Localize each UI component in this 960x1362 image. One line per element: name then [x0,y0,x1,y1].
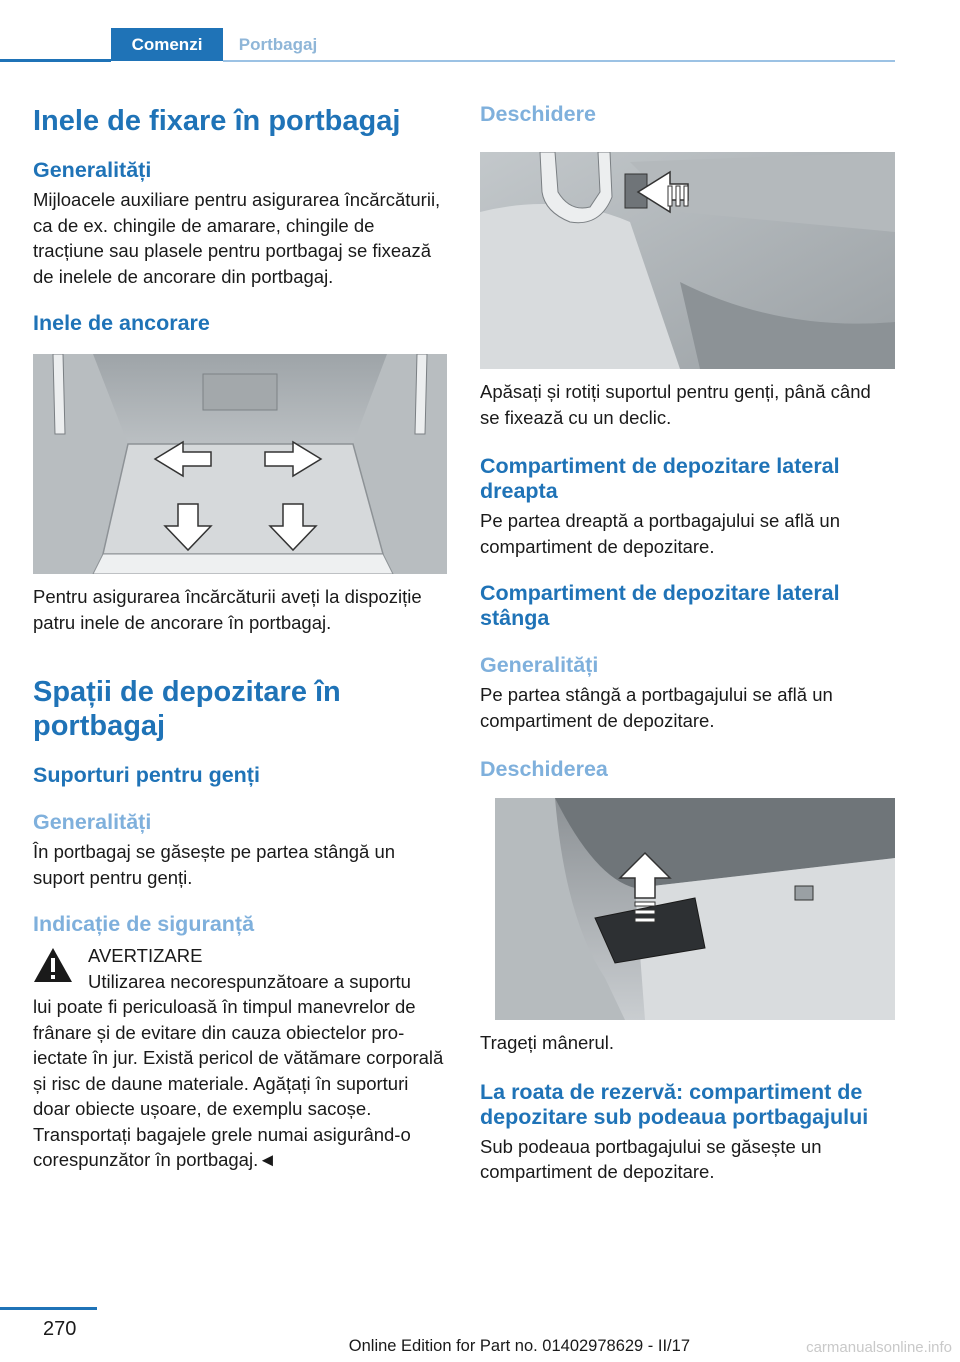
heading-right-compartment: Compartiment de depozitare lateral dreapta [480,454,840,503]
right-column [480,96,895,1185]
pull-handle-text: Trageți mânerul. [480,1032,615,1053]
opening-text: Apăsați și rotiți suportul pentru genți, până când se fixează cu un declic. [480,381,871,428]
heading-bag-holders: Suporturi pentru genți [33,763,260,787]
bag-holders-text: În portbagaj se găsește pe partea stângă un suport pentru genți. [33,841,396,888]
tab-portbagaj[interactable]: Portbagaj [238,35,318,54]
heading-general-3: Generalități [480,653,599,677]
spare-wheel-text: Sub podeaua portbagajului se găsește un compartiment de depozitare. [480,1135,822,1182]
page-number: 270 [43,1318,77,1340]
storage-title: Spații de depozitare în portbagaj [33,676,341,742]
warning-block [33,943,447,1173]
left-column [33,96,447,1173]
tab-comenzi[interactable]: Comenzi [111,28,223,61]
heading-opening-2: Deschiderea [480,757,608,781]
page-title: Inele de fixare în portbagaj [33,105,401,137]
general-text: Mijloacele auxiliare pentru asigurarea încărcăturii, ca de ex. chingile de amarare, chingile de tracțiune sau plasele pentru portbagaj se fixează de inelele de ancorare din portbagaj. [33,189,441,287]
side-compartment-figure [495,798,895,1020]
watermark: carmanualsonline.info [806,1339,952,1356]
warning-text: lui poate fi periculoasă în timpul manevrelor de frânare și de evitare din cauza obiectelor proiectate în jur. Există pericol de vătămare corporală și risc de daune materiale. Agățați în suporturi doar obiecte ușoare, de exemplu sacoșe. Transportați bagajele grele numai asigurând-o corespunzător în portbagaj.◄ [33,996,444,1170]
heading-left-compartment: Compartiment de depozitare lateral stânga [480,581,840,630]
heading-safety-note: Indicație de siguranță [33,912,255,936]
warning-title: AVERTIZARE [88,945,203,966]
heading-general: Generalități [33,158,152,182]
header-rule-right [223,60,895,62]
trunk-anchor-rings-figure [33,354,447,574]
heading-anchor-rings: Inele de ancorare [33,311,210,335]
right-compartment-text: Pe partea dreaptă a portbagajului se află un compartiment de depozitare. [480,510,840,557]
warning-text-first-line: Utilizarea necorespunzătoare a suportu [88,970,411,992]
warning-triangle-icon [33,947,73,983]
anchor-rings-text: Pentru asigurarea încărcăturii aveți la dispoziție patru inele de ancorare în portbagaj. [33,586,422,633]
bag-holder-figure [480,152,895,369]
edition-text: Online Edition for Part no. 01402978629 - II/17 [348,1337,690,1355]
heading-spare-wheel-compartment: La roata de rezervă: compartiment de depozitare sub podeaua portbagajului [480,1079,869,1129]
heading-general-2: Generalități [33,810,152,834]
heading-opening: Deschidere [480,102,596,126]
header-rule-left [0,59,111,62]
left-compartment-text: Pe partea stângă a portbagajului se află un compartiment de depozitare. [480,684,833,731]
footer-rule [0,1307,97,1310]
